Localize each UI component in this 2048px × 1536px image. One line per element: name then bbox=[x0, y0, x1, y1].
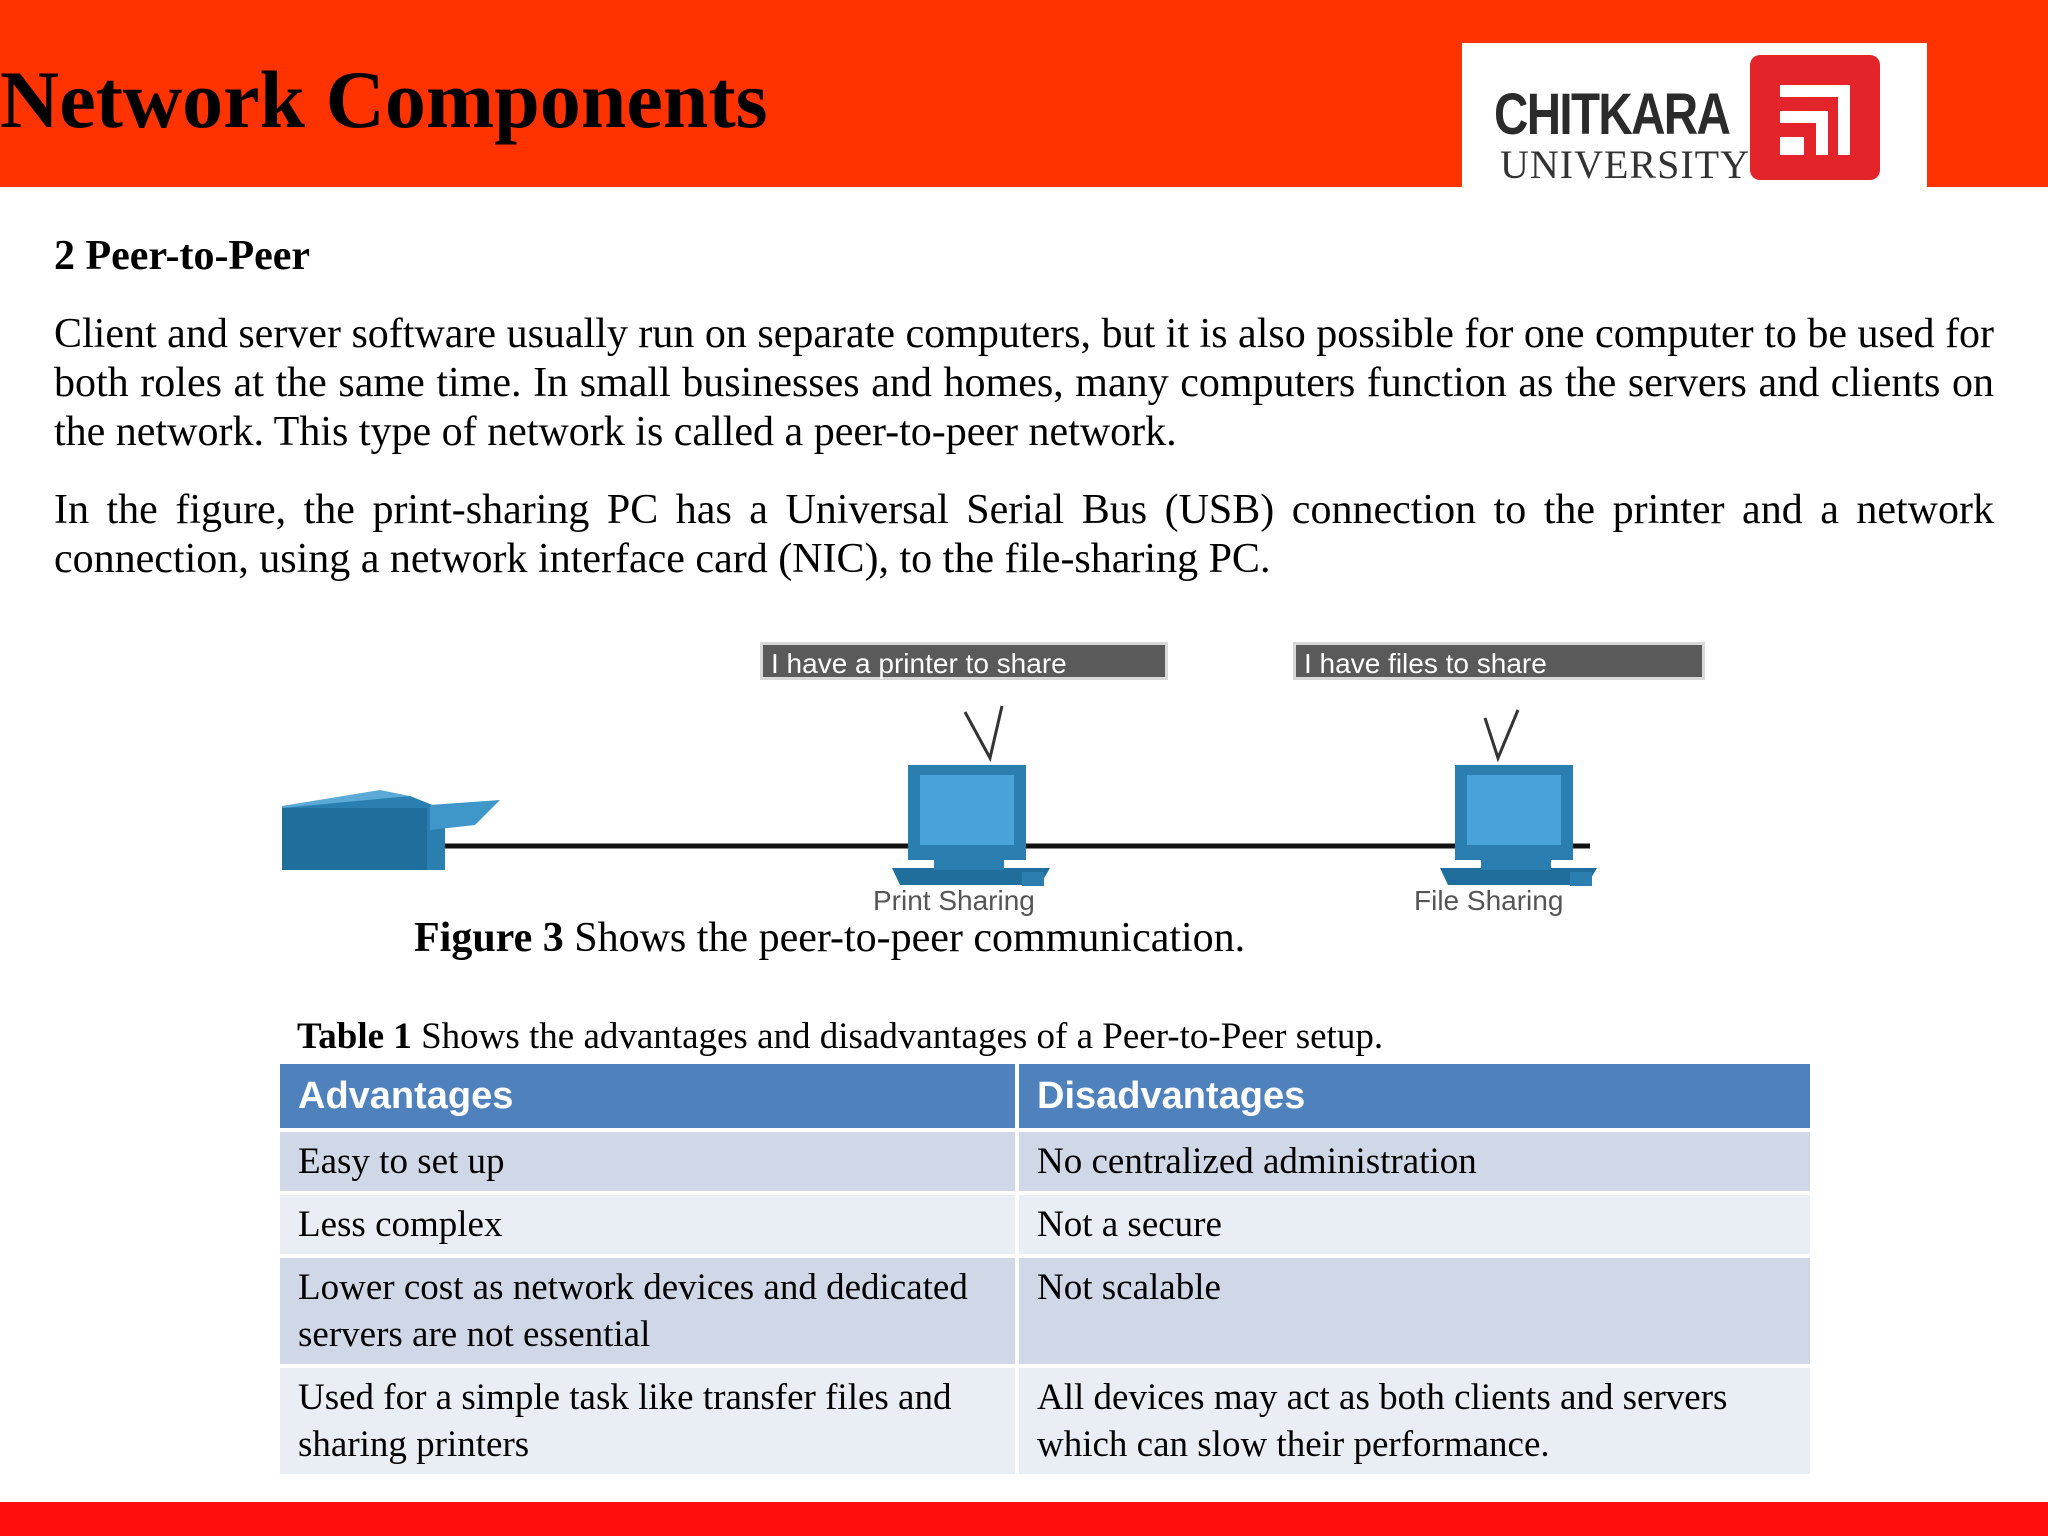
peer-to-peer-figure bbox=[270, 630, 1730, 930]
callout-printer-share: I have a printer to share bbox=[760, 642, 1168, 680]
university-logo bbox=[1462, 43, 1927, 187]
logo-wordmark: CHITKARA bbox=[1494, 82, 1730, 147]
table-header-row bbox=[280, 1064, 1810, 1128]
logo-subtitle: UNIVERSITY bbox=[1500, 142, 1750, 187]
label-print-sharing: Print Sharing bbox=[873, 885, 1035, 916]
advantages-disadvantages-table bbox=[276, 1060, 1814, 1478]
table-row bbox=[280, 1258, 1810, 1364]
figure-caption bbox=[414, 914, 1245, 962]
table-caption bbox=[297, 1016, 1383, 1058]
header-disadvantages: Disadvantages bbox=[1019, 1064, 1810, 1128]
footer-bar bbox=[0, 1502, 2048, 1536]
table-cell: Used for a simple task like transfer files and sharing printers bbox=[280, 1368, 1015, 1474]
table-cell: Not scalable bbox=[1019, 1258, 1810, 1364]
print-sharing-computer-icon bbox=[892, 688, 1050, 886]
table-cell: Less complex bbox=[280, 1195, 1015, 1254]
figure-caption-label: Figure 3 bbox=[414, 915, 564, 961]
paragraph-peer-to-peer: Client and server software usually run on separate computers, but it is also possible for one computer to be used for both roles at the same time. In small businesses and homes, many computers function as the servers and clients on the network. This type of network is called a peer-to-peer network. bbox=[54, 311, 1994, 455]
paragraph-figure-description: In the figure, the print-sharing PC has a Universal Serial Bus (USB) connection to the printer and a network connection, using a network interface card (NIC), to the file-sharing PC. bbox=[54, 487, 1994, 582]
section-heading: 2 Peer-to-Peer bbox=[54, 233, 311, 279]
table-cell: Not a secure bbox=[1019, 1195, 1810, 1254]
table-row bbox=[280, 1368, 1810, 1474]
callout-files-share: I have files to share bbox=[1293, 642, 1705, 680]
printer-icon bbox=[282, 790, 500, 870]
table-cell: Easy to set up bbox=[280, 1132, 1015, 1191]
table-cell: All devices may act as both clients and servers which can slow their performance. bbox=[1019, 1368, 1810, 1474]
figure-caption-text: Shows the peer-to-peer communication. bbox=[563, 915, 1246, 961]
table-row bbox=[280, 1195, 1810, 1254]
page-title: Network Components bbox=[0, 54, 768, 145]
label-file-sharing: File Sharing bbox=[1414, 885, 1564, 916]
header-bar bbox=[0, 0, 2048, 187]
table-row bbox=[280, 1132, 1810, 1191]
table-caption-label: Table 1 bbox=[297, 1016, 412, 1057]
table-cell: No centralized administration bbox=[1019, 1132, 1810, 1191]
file-sharing-computer-icon bbox=[1440, 688, 1597, 886]
table-cell: Lower cost as network devices and dedicated servers are not essential bbox=[280, 1258, 1015, 1364]
header-advantages: Advantages bbox=[280, 1064, 1015, 1128]
logo-mark-icon bbox=[1750, 55, 1880, 180]
table-caption-text: Shows the advantages and disadvantages of a Peer-to-Peer setup. bbox=[411, 1016, 1384, 1057]
